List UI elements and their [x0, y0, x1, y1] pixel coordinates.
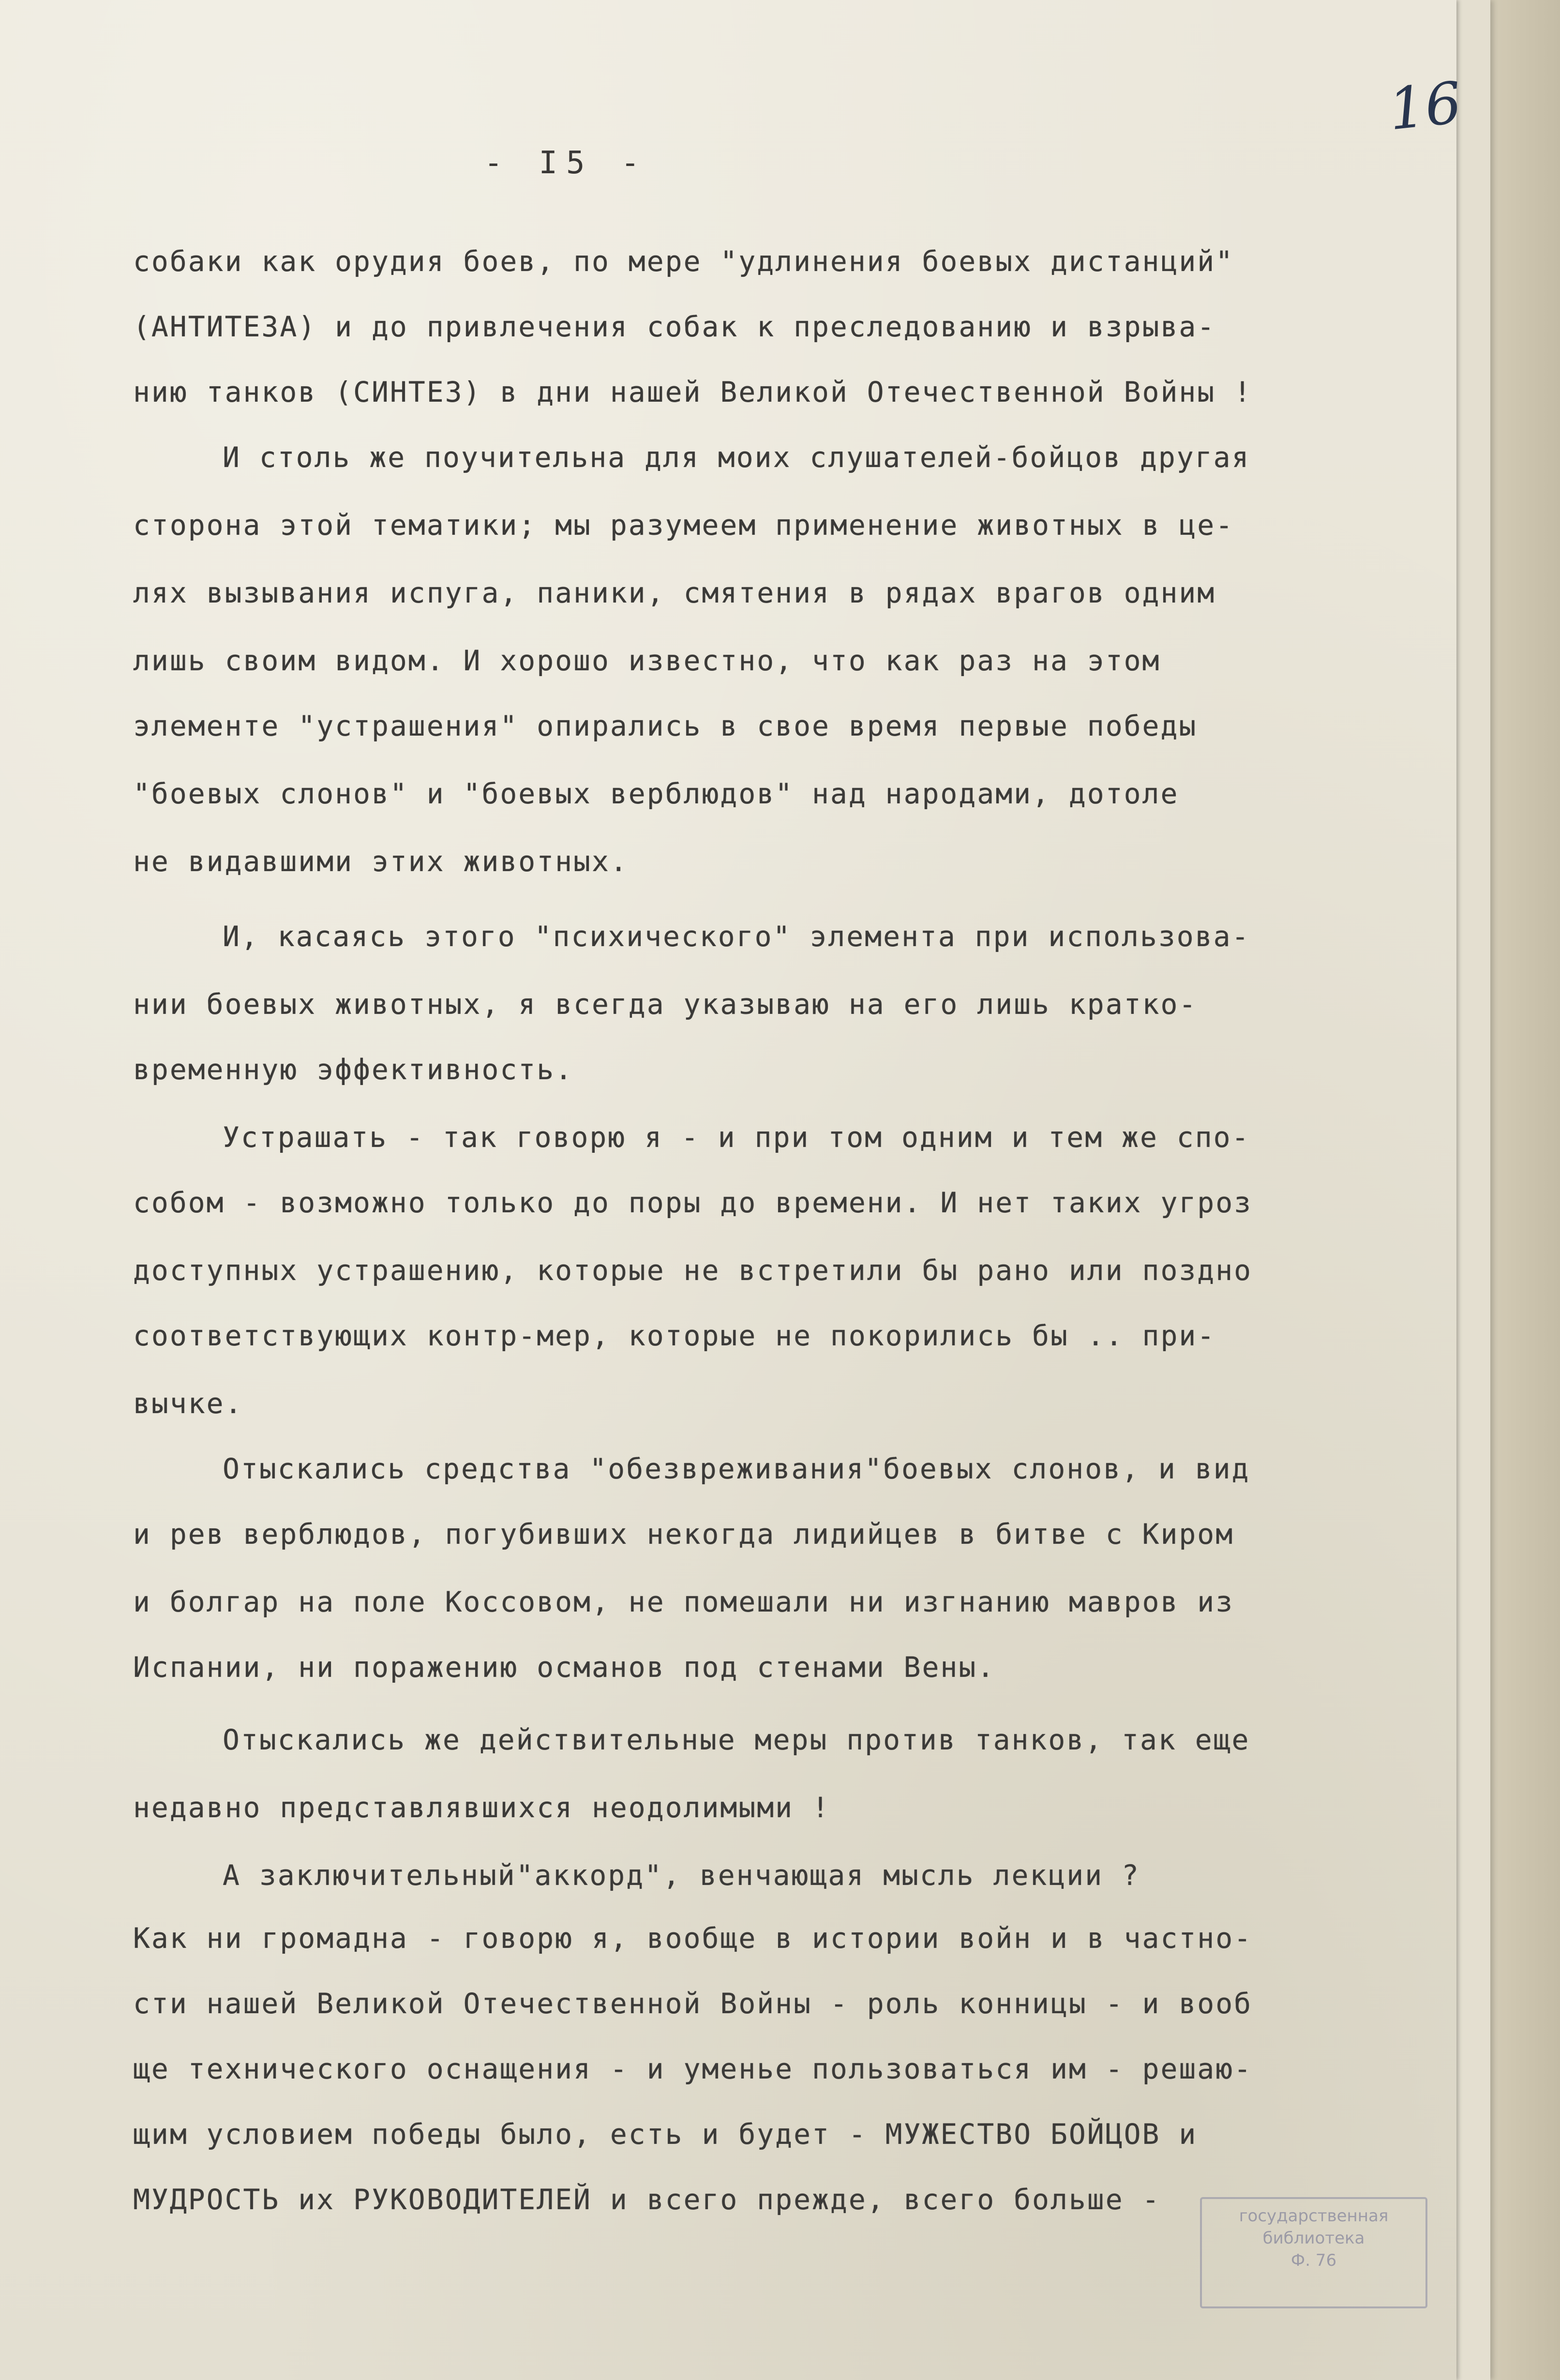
- text-line: сти нашей Великой Отечественной Войны - роль конницы - и вооб: [133, 1987, 1253, 2020]
- text-line: недавно представлявшихся неодолимыми !: [133, 1791, 830, 1824]
- stamp-line: библиотека: [1262, 2229, 1365, 2248]
- text-line: Устрашать - так говорю я - и при том одним и тем же спо-: [223, 1121, 1250, 1154]
- text-line: не видавшими этих животных.: [133, 845, 629, 878]
- text-line: нии боевых животных, я всегда указываю на его лишь кратко-: [133, 988, 1198, 1021]
- stamp-line: государственная: [1239, 2206, 1389, 2226]
- text-line: элементе "устрашения" опирались в свое время первые победы: [133, 709, 1198, 742]
- archive-folio-number: 16: [1385, 69, 1465, 143]
- text-line: И, касаясь этого "психического" элемента при использова-: [223, 920, 1250, 953]
- text-line: собом - возможно только до поры до времени. И нет таких угроз: [133, 1186, 1253, 1219]
- text-line: сторона этой тематики; мы разумеем применение животных в це-: [133, 509, 1234, 542]
- text-line: Как ни громадна - говорю я, вообще в истории войн и в частно-: [133, 1922, 1253, 1955]
- page-number: - I5 -: [484, 145, 648, 181]
- text-line: и рев верблюдов, погубивших некогда лидийцев в битве с Киром: [133, 1518, 1234, 1551]
- text-line: Испании, ни поражению османов под стенами Вены.: [133, 1651, 996, 1684]
- text-line: Отыскались же действительные меры против танков, так еще: [223, 1723, 1250, 1756]
- text-line: собаки как орудия боев, по мере "удлинения боевых дистанций": [133, 245, 1234, 278]
- archive-stamp: [1200, 2197, 1427, 2308]
- text-line: временную эффективность.: [133, 1053, 574, 1086]
- text-line: (АНТИТЕЗА) и до привлечения собак к преследованию и взрыва-: [133, 310, 1216, 343]
- text-line: А заключительный"аккорд", венчающая мысль лекции ?: [223, 1859, 1140, 1892]
- text-line: и болгар на поле Коссовом, не помешали ни изгнанию мавров из: [133, 1585, 1234, 1618]
- text-line: вычке.: [133, 1387, 243, 1420]
- text-line: ще технического оснащения - и уменье пользоваться им - решаю-: [133, 2052, 1253, 2085]
- text-line: нию танков (СИНТЕЗ) в дни нашей Великой Отечественной Войны !: [133, 376, 1253, 408]
- text-line: МУДРОСТЬ их РУКОВОДИТЕЛЕЙ и всего прежде, всего больше -: [133, 2183, 1161, 2216]
- stamp-line: Ф. 76: [1290, 2251, 1337, 2270]
- text-line: доступных устрашению, которые не встретили бы рано или поздно: [133, 1254, 1253, 1287]
- text-line: И столь же поучительна для моих слушателей-бойцов другая: [223, 441, 1250, 474]
- text-line: щим условием победы было, есть и будет - МУЖЕСТВО БОЙЦОВ и: [133, 2118, 1198, 2151]
- text-line: соответствующих контр-мер, которые не покорились бы .. при-: [133, 1319, 1216, 1352]
- text-line: лишь своим видом. И хорошо известно, что как раз на этом: [133, 644, 1161, 677]
- text-line: Отыскались средства "обезвреживания"боевых слонов, и вид: [223, 1452, 1250, 1485]
- text-line: лях вызывания испуга, паники, смятения в рядах врагов одним: [133, 576, 1216, 609]
- text-line: "боевых слонов" и "боевых верблюдов" над народами, дотоле: [133, 777, 1179, 810]
